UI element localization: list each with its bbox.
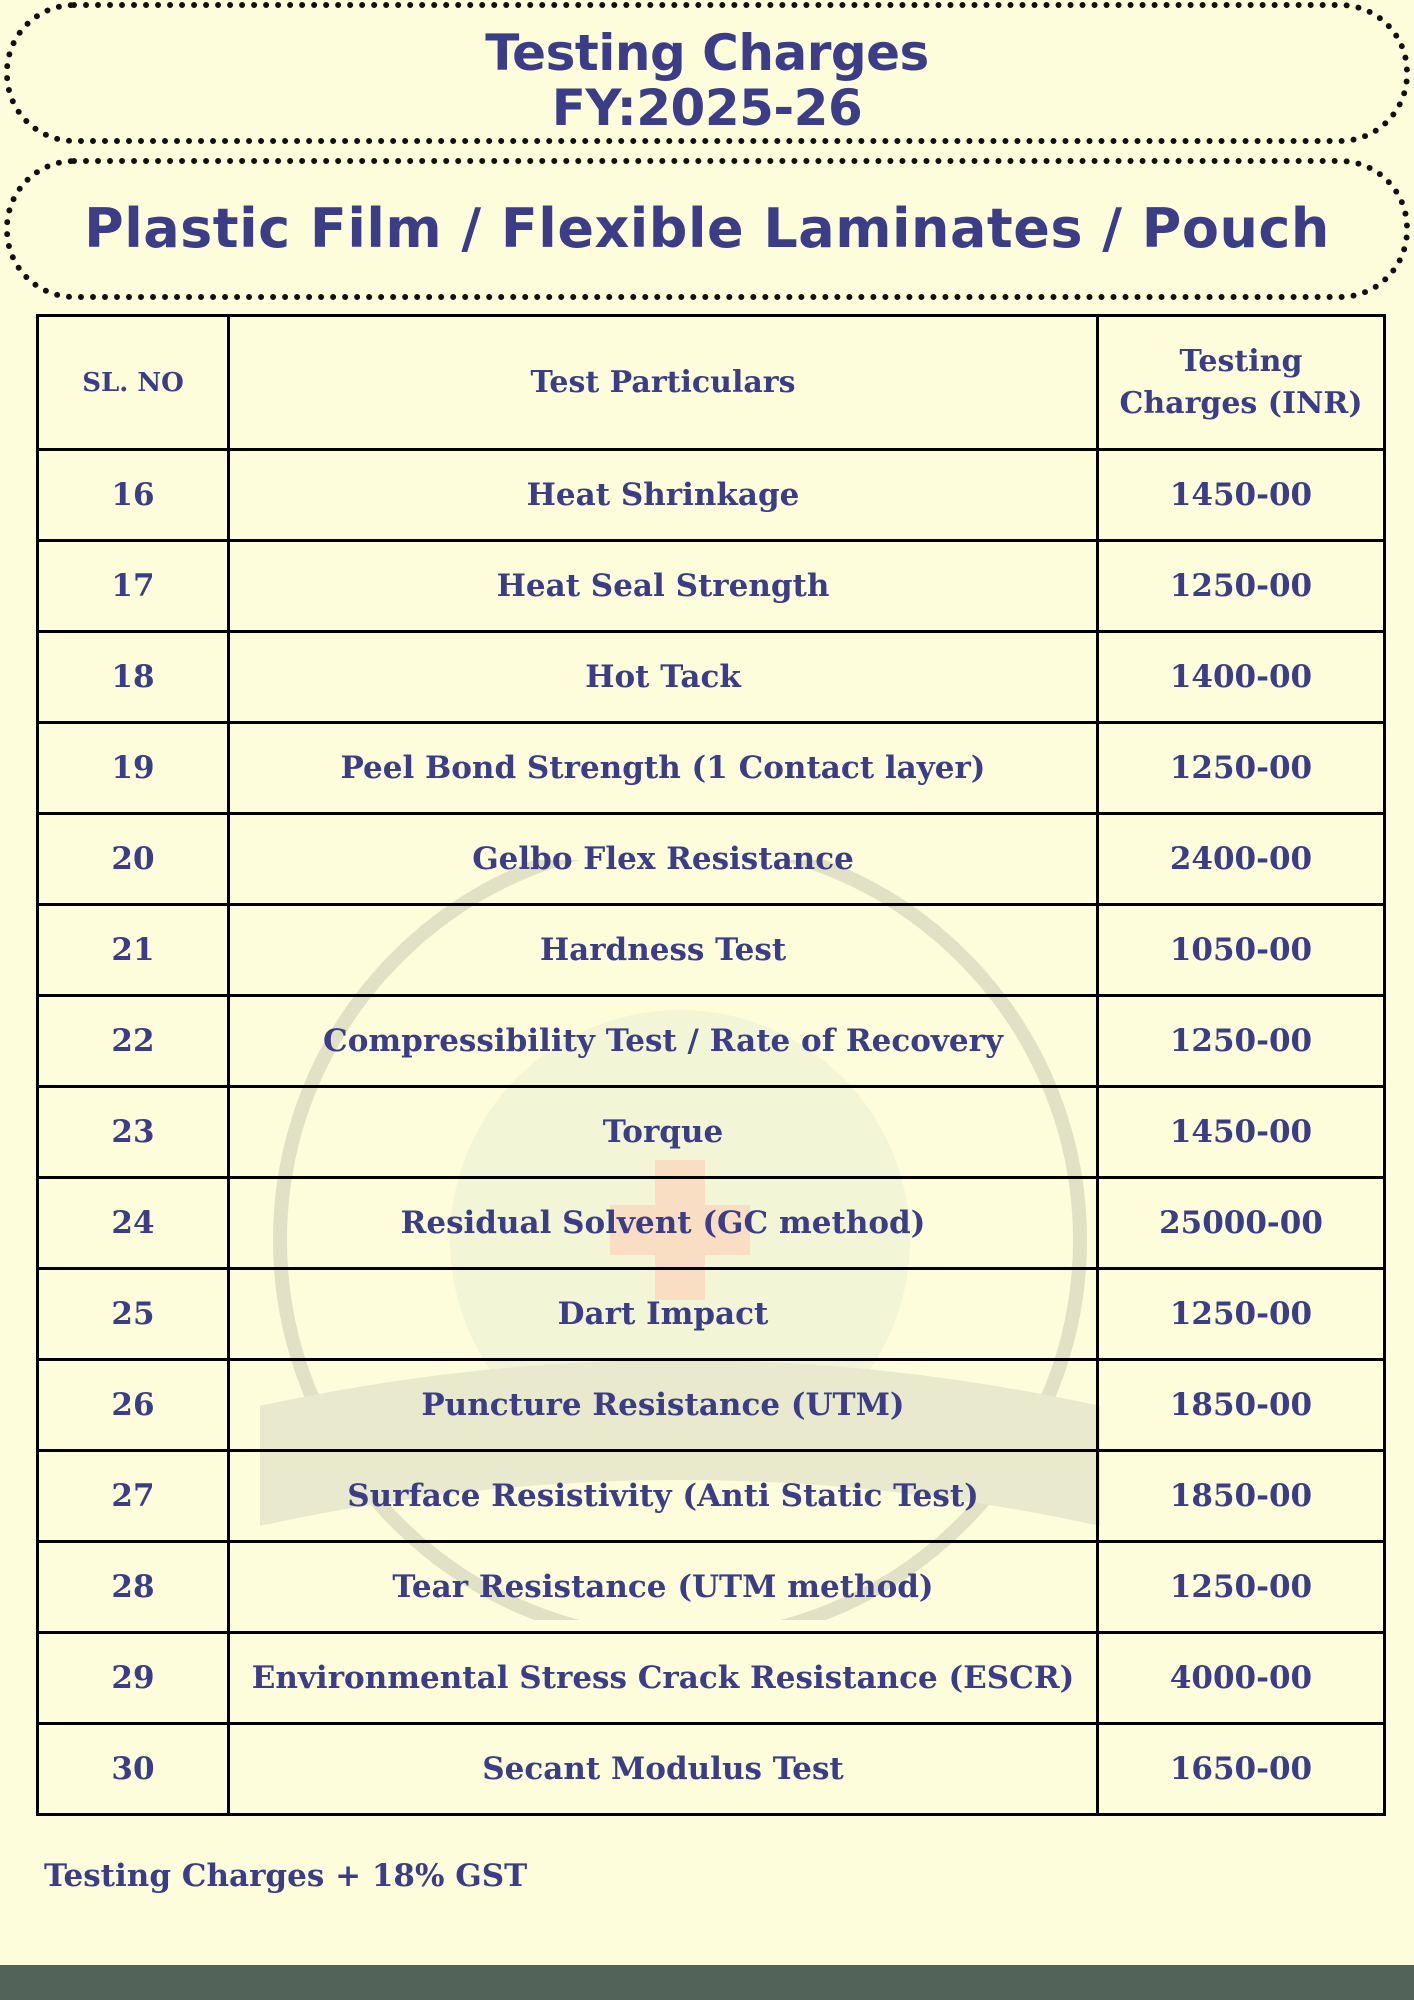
table-row [38,1178,1385,1269]
charge-cell: 1450-00 [1098,1087,1385,1178]
test-particular-cell: Secant Modulus Test [229,1724,1098,1815]
table-row [38,905,1385,996]
sl-no-cell: 19 [38,723,229,814]
test-particular-cell: Heat Shrinkage [229,450,1098,541]
table-row [38,1542,1385,1633]
test-particular-cell: Torque [229,1087,1098,1178]
table-row [38,450,1385,541]
table-row [38,814,1385,905]
test-particular-cell: Gelbo Flex Resistance [229,814,1098,905]
title-line-2: FY:2025-26 [551,79,863,137]
charge-cell: 1400-00 [1098,632,1385,723]
table-row [38,632,1385,723]
table-row [38,996,1385,1087]
category-title: Plastic Film / Flexible Laminates / Pouch [84,197,1330,260]
sl-no-cell: 25 [38,1269,229,1360]
test-particular-cell: Hardness Test [229,905,1098,996]
category-banner [4,158,1410,300]
header-charges-line-1: Testing [1179,343,1303,379]
sl-no-cell: 18 [38,632,229,723]
test-particular-cell: Puncture Resistance (UTM) [229,1360,1098,1451]
test-particular-cell: Compressibility Test / Rate of Recovery [229,996,1098,1087]
charge-cell: 1250-00 [1098,1269,1385,1360]
header-sl-no: SL. NO [38,316,229,450]
header-test-particulars: Test Particulars [229,316,1098,450]
title-banner [4,2,1410,144]
test-particular-cell: Residual Solvent (GC method) [229,1178,1098,1269]
charge-cell: 1850-00 [1098,1360,1385,1451]
test-particular-cell: Surface Resistivity (Anti Static Test) [229,1451,1098,1542]
sl-no-cell: 21 [38,905,229,996]
sl-no-cell: 30 [38,1724,229,1815]
sl-no-cell: 28 [38,1542,229,1633]
footer-bar [0,1965,1414,2000]
charge-cell: 2400-00 [1098,814,1385,905]
header-testing-charges [1098,316,1385,450]
test-particular-cell: Hot Tack [229,632,1098,723]
charge-cell: 1250-00 [1098,1542,1385,1633]
table-row [38,1087,1385,1178]
title-line-1: Testing Charges [485,24,929,82]
sl-no-cell: 22 [38,996,229,1087]
charge-cell: 1250-00 [1098,996,1385,1087]
table-row [38,1360,1385,1451]
test-particular-cell: Tear Resistance (UTM method) [229,1542,1098,1633]
test-particular-cell: Peel Bond Strength (1 Contact layer) [229,723,1098,814]
test-particular-cell: Dart Impact [229,1269,1098,1360]
sl-no-cell: 27 [38,1451,229,1542]
test-particular-cell: Heat Seal Strength [229,541,1098,632]
test-particular-cell: Environmental Stress Crack Resistance (ESCR) [229,1633,1098,1724]
sl-no-cell: 26 [38,1360,229,1451]
gst-note: Testing Charges + 18% GST [44,1858,528,1894]
table-row [38,1451,1385,1542]
charge-cell: 1250-00 [1098,723,1385,814]
sl-no-cell: 24 [38,1178,229,1269]
charge-cell: 1650-00 [1098,1724,1385,1815]
table-row [38,1633,1385,1724]
sl-no-cell: 29 [38,1633,229,1724]
table-row [38,541,1385,632]
header-charges-line-2: Charges (INR) [1119,385,1363,421]
table-row [38,1724,1385,1815]
charge-cell: 1850-00 [1098,1451,1385,1542]
table-row [38,723,1385,814]
table-header-row [38,316,1385,450]
testing-charges-table [36,314,1386,1816]
charge-cell: 1450-00 [1098,450,1385,541]
sl-no-cell: 20 [38,814,229,905]
charge-cell: 1250-00 [1098,541,1385,632]
table-row [38,1269,1385,1360]
charge-cell: 1050-00 [1098,905,1385,996]
charge-cell: 4000-00 [1098,1633,1385,1724]
sl-no-cell: 23 [38,1087,229,1178]
charge-cell: 25000-00 [1098,1178,1385,1269]
sl-no-cell: 17 [38,541,229,632]
sl-no-cell: 16 [38,450,229,541]
